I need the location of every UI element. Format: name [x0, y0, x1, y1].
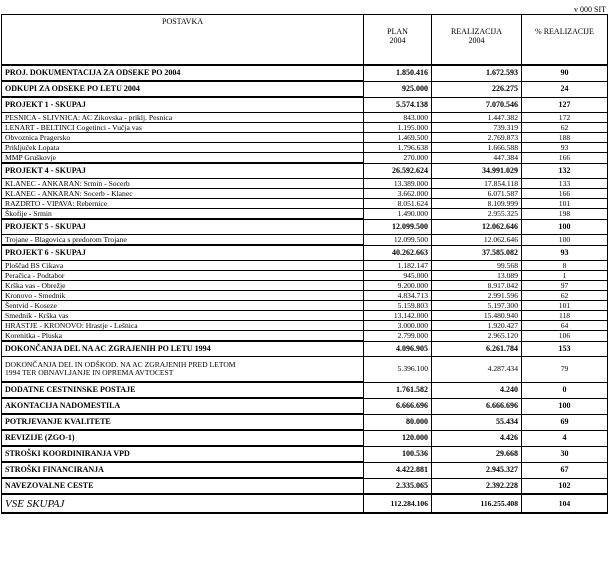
row-label: Ploščad BS Cikava — [2, 261, 364, 271]
row-label: DODATNE CESTNINSKE POSTAJE — [2, 382, 364, 398]
row-percent: 1 — [522, 271, 608, 281]
table-row — [2, 331, 608, 342]
table-row — [2, 462, 608, 478]
table-row — [2, 153, 608, 164]
row-realizacija: 4.426 — [432, 430, 522, 446]
row-label: Škofije - Srmin — [2, 209, 364, 220]
header-plan: PLAN 2004 — [364, 15, 432, 66]
row-percent: 64 — [522, 321, 608, 331]
row-realizacija: 12.062.646 — [432, 235, 522, 246]
row-plan: 100.536 — [364, 446, 432, 462]
header-realizacija: REALIZACIJA 2004 — [432, 15, 522, 66]
row-percent: 101 — [522, 301, 608, 311]
table-row — [2, 97, 608, 113]
row-label: STROŠKI FINANCIRANJA — [2, 462, 364, 478]
row-percent: 100 — [522, 219, 608, 235]
row-label: PROJEKT 1 - SKUPAJ — [2, 97, 364, 113]
row-realizacija: 2.955.325 — [432, 209, 522, 220]
row-label: DOKONČANJA DEL IN ODŠKOD. NA AC ZGRAJENIH PRED LETOM 1994 TER OBNAVLJANJE IN OPREMA AVTOCEST — [2, 357, 364, 383]
row-realizacija: 447.384 — [432, 153, 522, 164]
row-realizacija: 34.991.029 — [432, 163, 522, 179]
row-plan: 1.850.416 — [364, 65, 432, 81]
row-label: Trojane - Blagovica s predorom Trojane — [2, 235, 364, 246]
row-realizacija: 8.109.999 — [432, 199, 522, 209]
table-row — [2, 301, 608, 311]
table-row — [2, 398, 608, 414]
row-realizacija: 1.672.593 — [432, 65, 522, 81]
row-label: PESNICA - SLIVNICA: AC Zikovska - priklj. Pesnica — [2, 113, 364, 123]
row-percent: 4 — [522, 430, 608, 446]
table-row — [2, 271, 608, 281]
row-realizacija: 29.668 — [432, 446, 522, 462]
row-percent: 0 — [522, 382, 608, 398]
row-realizacija: 6.666.696 — [432, 398, 522, 414]
table-row — [2, 494, 608, 513]
row-realizacija: 116.255.408 — [432, 494, 522, 513]
row-plan: 1.182.147 — [364, 261, 432, 271]
row-label: ODKUPI ZA ODSEKE PO LETU 2004 — [2, 81, 364, 97]
row-percent: 188 — [522, 133, 608, 143]
row-percent: 69 — [522, 414, 608, 430]
row-percent: 166 — [522, 189, 608, 199]
row-percent: 106 — [522, 331, 608, 342]
row-percent: 104 — [522, 494, 608, 513]
row-percent: 67 — [522, 462, 608, 478]
row-label: MMP Gruškovje — [2, 153, 364, 164]
row-percent: 30 — [522, 446, 608, 462]
table-row — [2, 81, 608, 97]
row-percent: 97 — [522, 281, 608, 291]
row-percent: 132 — [522, 163, 608, 179]
row-plan: 112.284.106 — [364, 494, 432, 513]
row-realizacija: 99.568 — [432, 261, 522, 271]
row-plan: 2.335.065 — [364, 478, 432, 494]
table-row — [2, 245, 608, 261]
row-plan: 1.796.638 — [364, 143, 432, 153]
row-realizacija: 2.769.873 — [432, 133, 522, 143]
row-realizacija: 1.920.427 — [432, 321, 522, 331]
table-row — [2, 357, 608, 383]
row-plan: 120.000 — [364, 430, 432, 446]
table-row — [2, 414, 608, 430]
table-row — [2, 446, 608, 462]
row-label: REVIZIJE (ZGO-1) — [2, 430, 364, 446]
row-plan: 6.666.696 — [364, 398, 432, 414]
row-label: PROJEKT 6 - SKUPAJ — [2, 245, 364, 261]
table-row — [2, 321, 608, 331]
table-row — [2, 219, 608, 235]
row-label: PROJEKT 4 - SKUPAJ — [2, 163, 364, 179]
row-realizacija: 2.965.120 — [432, 331, 522, 342]
row-realizacija: 13.089 — [432, 271, 522, 281]
row-plan: 3.662.000 — [364, 189, 432, 199]
row-label: Šentvid - Koseze — [2, 301, 364, 311]
row-label: Krška vas - Obrežje — [2, 281, 364, 291]
row-percent: 62 — [522, 291, 608, 301]
table-row — [2, 123, 608, 133]
row-percent: 100 — [522, 398, 608, 414]
header-postavka: POSTAVKA — [2, 15, 364, 66]
row-label: VSE SKUPAJ — [2, 494, 364, 513]
row-plan: 80.000 — [364, 414, 432, 430]
row-percent: 101 — [522, 199, 608, 209]
table-row — [2, 179, 608, 189]
row-realizacija: 12.062.646 — [432, 219, 522, 235]
row-plan: 4.096.905 — [364, 341, 432, 357]
row-label: Kronovo - Smednik — [2, 291, 364, 301]
table-row — [2, 65, 608, 81]
row-plan: 1.490.000 — [364, 209, 432, 220]
row-plan: 3.000.000 — [364, 321, 432, 331]
row-realizacija: 1.666.588 — [432, 143, 522, 153]
row-realizacija: 1.447.382 — [432, 113, 522, 123]
row-plan: 1.761.582 — [364, 382, 432, 398]
row-percent: 133 — [522, 179, 608, 189]
row-label: HRASTJE - KRONOVO: Hrastje - Lešnica — [2, 321, 364, 331]
row-realizacija: 37.585.082 — [432, 245, 522, 261]
row-realizacija: 4.240 — [432, 382, 522, 398]
row-percent: 100 — [522, 235, 608, 246]
row-label: Priključek Lopata — [2, 143, 364, 153]
row-plan: 8.051.624 — [364, 199, 432, 209]
row-plan: 1.195.000 — [364, 123, 432, 133]
row-label: PROJEKT 5 - SKUPAJ — [2, 219, 364, 235]
table-row — [2, 430, 608, 446]
row-percent: 166 — [522, 153, 608, 164]
row-label: KLANEC - ANKARAN: Socerb - Klanec — [2, 189, 364, 199]
row-plan: 26.592.624 — [364, 163, 432, 179]
row-label: Smednik - Krška vas — [2, 311, 364, 321]
row-percent: 8 — [522, 261, 608, 271]
row-label: STROŠKI KOORDINIRANJA VPD — [2, 446, 364, 462]
row-percent: 102 — [522, 478, 608, 494]
header-percent: % REALIZACIJE — [522, 15, 608, 66]
row-plan: 9.200.000 — [364, 281, 432, 291]
row-realizacija: 6.261.784 — [432, 341, 522, 357]
row-realizacija: 226.275 — [432, 81, 522, 97]
row-label: DOKONČANJA DEL NA AC ZGRAJENIH PO LETU 1994 — [2, 341, 364, 357]
row-plan: 4.422.881 — [364, 462, 432, 478]
row-percent: 153 — [522, 341, 608, 357]
row-percent: 118 — [522, 311, 608, 321]
row-realizacija: 17.854.118 — [432, 179, 522, 189]
row-realizacija: 2.945.327 — [432, 462, 522, 478]
table-row — [2, 382, 608, 398]
row-plan: 5.396.100 — [364, 357, 432, 383]
unit-note: v 000 SIT — [574, 5, 606, 14]
row-plan: 12.099.500 — [364, 219, 432, 235]
row-percent: 93 — [522, 245, 608, 261]
row-plan: 925.000 — [364, 81, 432, 97]
table-row — [2, 311, 608, 321]
row-plan: 5.159.803 — [364, 301, 432, 311]
row-percent: 172 — [522, 113, 608, 123]
table-row — [2, 189, 608, 199]
row-plan: 270.000 — [364, 153, 432, 164]
row-label: Obvoznica Pragersko — [2, 133, 364, 143]
table-row — [2, 113, 608, 123]
row-plan: 40.262.663 — [364, 245, 432, 261]
row-percent: 93 — [522, 143, 608, 153]
row-plan: 5.574.138 — [364, 97, 432, 113]
table-row — [2, 478, 608, 494]
table-row — [2, 199, 608, 209]
row-label: Peračica - Podtabor — [2, 271, 364, 281]
row-label: KLANEC - ANKARAN: Srmin - Socerb — [2, 179, 364, 189]
row-percent: 24 — [522, 81, 608, 97]
row-plan: 13.389.000 — [364, 179, 432, 189]
row-realizacija: 4.287.434 — [432, 357, 522, 383]
row-plan: 2.799.000 — [364, 331, 432, 342]
row-realizacija: 6.071.587 — [432, 189, 522, 199]
row-realizacija: 15.480.940 — [432, 311, 522, 321]
row-percent: 62 — [522, 123, 608, 133]
row-label: LENART - BELTINCI Cogetinci - Vučja vas — [2, 123, 364, 133]
row-plan: 12.099.500 — [364, 235, 432, 246]
row-label: POTRJEVANJE KVALITETE — [2, 414, 364, 430]
row-label: NAVEZOVALNE CESTE — [2, 478, 364, 494]
row-percent: 79 — [522, 357, 608, 383]
row-percent: 127 — [522, 97, 608, 113]
row-realizacija: 7.070.546 — [432, 97, 522, 113]
row-plan: 4.834.713 — [364, 291, 432, 301]
row-realizacija: 2.392.228 — [432, 478, 522, 494]
realization-table — [1, 14, 608, 514]
row-label: PROJ. DOKUMENTACIJA ZA ODSEKE PO 2004 — [2, 65, 364, 81]
table-row — [2, 143, 608, 153]
row-percent: 198 — [522, 209, 608, 220]
row-label: AKONTACIJA NADOMESTILA — [2, 398, 364, 414]
table-row — [2, 209, 608, 220]
table-row — [2, 163, 608, 179]
row-plan: 843.000 — [364, 113, 432, 123]
row-label: Korenitka - Pluska — [2, 331, 364, 342]
table-row — [2, 291, 608, 301]
table-body — [2, 65, 608, 513]
table-row — [2, 281, 608, 291]
table-row — [2, 341, 608, 357]
row-realizacija: 5.197.300 — [432, 301, 522, 311]
row-plan: 13.142.000 — [364, 311, 432, 321]
row-realizacija: 55.434 — [432, 414, 522, 430]
row-plan: 1.469.500 — [364, 133, 432, 143]
row-realizacija: 2.991.596 — [432, 291, 522, 301]
row-realizacija: 8.917.042 — [432, 281, 522, 291]
row-realizacija: 739.319 — [432, 123, 522, 133]
table-header-row — [2, 15, 608, 66]
table-row — [2, 261, 608, 271]
row-plan: 945.000 — [364, 271, 432, 281]
row-percent: 90 — [522, 65, 608, 81]
table-row — [2, 133, 608, 143]
table-row — [2, 235, 608, 246]
row-label: RAZDRTO - VIPAVA: Rebernice — [2, 199, 364, 209]
